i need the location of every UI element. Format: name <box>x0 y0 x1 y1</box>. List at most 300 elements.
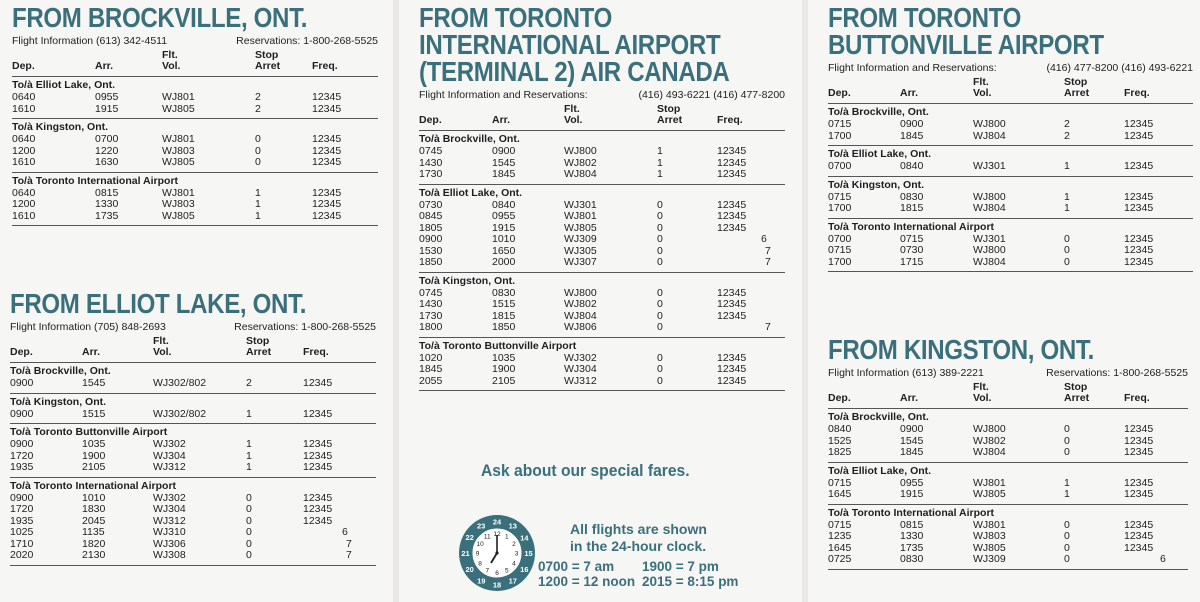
frequency: 12345 <box>1124 446 1154 458</box>
departure-time: 1430 <box>419 156 443 169</box>
flight-number: WJ312 <box>564 374 597 387</box>
arrival-time: 0815 <box>900 518 924 531</box>
clock-24h-label: 19 <box>477 576 486 586</box>
stops: 0 <box>246 503 252 515</box>
header-vol: Vol. <box>153 346 172 358</box>
flight-row <box>10 462 376 474</box>
frequency: 12345 <box>717 309 747 322</box>
frequency: 12345 <box>717 168 747 180</box>
clock-12h-label: 8 <box>478 560 482 568</box>
stops: 2 <box>255 91 261 103</box>
flight-number: WJ309 <box>564 233 597 245</box>
arrival-time: 1515 <box>492 298 516 310</box>
header-arret: Arret <box>1064 87 1090 99</box>
clock-24h-label: 21 <box>461 549 470 558</box>
departure-time: 1850 <box>419 256 443 268</box>
stops: 1 <box>255 186 261 199</box>
arrival-time: 1630 <box>95 156 119 168</box>
frequency: 12345 <box>1124 541 1154 554</box>
contact-info <box>828 62 1193 75</box>
contact-info <box>419 89 785 102</box>
stops: 0 <box>246 514 252 527</box>
flight-row <box>419 322 785 334</box>
frequency: 6 <box>761 233 767 245</box>
departure-time: 0640 <box>12 91 36 103</box>
flight-number: WJ801 <box>162 133 195 145</box>
header-freq: Freq. <box>717 114 743 126</box>
destination-group <box>828 146 1193 177</box>
brockville-schedule <box>12 4 378 226</box>
departure-time: 1610 <box>12 102 36 115</box>
flight-row <box>419 146 785 158</box>
arrival-time: 0840 <box>900 160 924 172</box>
stops: 1 <box>255 198 261 210</box>
section-title <box>10 290 325 317</box>
destination-group <box>419 185 785 273</box>
flight-number: WJ801 <box>162 91 195 103</box>
destination-label: To/à Toronto International Airport <box>12 174 179 187</box>
flight-number: WJ801 <box>162 186 195 199</box>
departure-time: 1700 <box>828 255 852 268</box>
stops: 0 <box>246 537 252 550</box>
kingston-schedule <box>828 336 1188 570</box>
header-stop: Stop <box>246 335 270 347</box>
flight-number: WJ302/802 <box>153 377 207 389</box>
arrival-time: 2000 <box>492 256 516 268</box>
arrival-time: 0840 <box>492 198 516 211</box>
arrival-time: 1815 <box>900 202 924 214</box>
frequency: 12345 <box>312 156 342 168</box>
clock-12h-label: 1 <box>504 533 509 541</box>
flight-row <box>10 550 376 562</box>
departure-time: 1730 <box>419 309 443 322</box>
arrival-time: 1650 <box>492 244 516 257</box>
departure-time: 0745 <box>419 145 443 157</box>
departure-time: 1025 <box>10 526 34 538</box>
flight-number: WJ308 <box>153 549 186 561</box>
clock-example-0700: 0700 = 7 am <box>538 559 615 574</box>
arrival-time: 0900 <box>492 145 516 157</box>
flight-info-phone: Flight Information (613) 389-2221 <box>828 367 984 379</box>
flight-number: WJ803 <box>973 530 1006 542</box>
header-freq: Freq. <box>1124 87 1150 99</box>
column-headers <box>828 75 1193 104</box>
departure-time: 0840 <box>828 423 852 435</box>
section-title <box>12 4 327 31</box>
stops: 0 <box>246 549 252 561</box>
stops: 1 <box>246 461 252 473</box>
destination-label: To/à Elliot Lake, Ont. <box>828 148 932 160</box>
stops: 1 <box>1064 202 1070 214</box>
reservations-phone: Reservations: 1-800-268-5525 <box>1046 367 1188 379</box>
departure-time: 1525 <box>828 434 852 447</box>
flight-info-phone: Flight Information and Reservations: <box>419 89 588 101</box>
departure-time: 1430 <box>419 298 443 310</box>
header-dep: Dep. <box>12 60 35 72</box>
stops: 0 <box>657 298 663 310</box>
frequency: 12345 <box>303 449 333 462</box>
stops: 0 <box>657 286 663 299</box>
reservations-phone: (416) 493-6221 (416) 477-8200 <box>638 89 785 101</box>
arrival-time: 1515 <box>82 407 106 420</box>
column-headers <box>12 48 378 77</box>
departure-time: 0700 <box>828 232 852 245</box>
arrival-time: 0830 <box>900 190 924 203</box>
frequency: 12345 <box>717 221 747 234</box>
flight-number: WJ806 <box>564 321 597 333</box>
header-freq: Freq. <box>303 346 329 358</box>
flight-number: WJ801 <box>564 210 597 222</box>
stops: 0 <box>1064 541 1070 554</box>
frequency: 12345 <box>303 461 333 473</box>
clock-24h-label: 20 <box>465 564 474 574</box>
contact-info <box>12 35 378 48</box>
arrival-time: 1915 <box>900 488 924 500</box>
frequency: 12345 <box>303 438 333 450</box>
stops: 0 <box>1064 446 1070 458</box>
destination-group <box>10 478 376 566</box>
flight-row <box>419 257 785 269</box>
stops: 0 <box>1064 518 1070 531</box>
stops: 0 <box>657 256 663 268</box>
departure-time: 1645 <box>828 488 852 500</box>
departure-time: 0900 <box>419 233 443 245</box>
clock-24h-label: 13 <box>508 521 517 531</box>
departure-time: 1720 <box>10 503 34 515</box>
header-freq: Freq. <box>1124 392 1150 404</box>
flight-row <box>828 203 1193 215</box>
destination-label: To/à Toronto International Airport <box>828 506 995 519</box>
stops: 2 <box>255 102 261 115</box>
destination-label: To/à Kingston, Ont. <box>10 395 107 408</box>
header-vol: Vol. <box>564 114 583 126</box>
departure-time: 0715 <box>828 244 852 256</box>
flight-row <box>828 424 1188 436</box>
stops: 2 <box>1064 118 1070 130</box>
clock-12h-label: 12 <box>493 531 501 538</box>
column-headers <box>419 102 785 131</box>
arrival-time: 0815 <box>95 186 119 199</box>
arrival-time: 1830 <box>82 503 106 515</box>
flight-row <box>10 504 376 516</box>
frequency: 12345 <box>717 198 747 211</box>
destination-group <box>828 177 1193 219</box>
frequency: 7 <box>346 537 352 550</box>
clock-explanation-2: in the 24-hour clock. <box>570 538 707 554</box>
arrival-time: 1845 <box>900 446 924 458</box>
flight-number: WJ805 <box>162 102 195 115</box>
reservations-phone: (416) 477-8200 (416) 493-6221 <box>1046 62 1193 74</box>
stops: 1 <box>1064 488 1070 500</box>
clock-12h-label: 4 <box>512 560 516 568</box>
header-stop: Stop <box>1064 76 1088 88</box>
flight-row <box>12 199 378 211</box>
frequency: 12345 <box>1124 476 1154 489</box>
frequency: 12345 <box>312 91 342 103</box>
flight-number: WJ800 <box>973 244 1006 256</box>
flight-number: WJ804 <box>973 446 1006 458</box>
flight-row <box>419 246 785 258</box>
departure-time: 2020 <box>10 549 34 561</box>
flight-number: WJ805 <box>162 209 195 222</box>
flight-number: WJ307 <box>564 256 597 268</box>
flight-number: WJ804 <box>564 309 597 322</box>
stops: 0 <box>657 244 663 257</box>
clock-explanation-1: All flights are shown <box>570 521 707 537</box>
frequency: 12345 <box>1124 129 1154 142</box>
flight-row <box>12 92 378 104</box>
flight-number: WJ804 <box>973 255 1006 268</box>
clock-12h-label: 2 <box>512 540 516 548</box>
frequency: 12345 <box>717 286 747 299</box>
special-fares-note: Ask about our special fares. <box>481 461 690 480</box>
destination-group <box>12 77 378 119</box>
frequency: 12345 <box>717 145 747 157</box>
flight-info-phone: Flight Information (705) 848-2693 <box>10 321 166 333</box>
header-flt: Flt. <box>973 381 989 393</box>
arrival-time: 1010 <box>82 491 106 504</box>
arrival-time: 0730 <box>900 244 924 256</box>
stops: 2 <box>246 377 252 389</box>
stops: 0 <box>657 363 663 375</box>
destination-label: To/à Toronto International Airport <box>828 220 995 233</box>
destination-label: To/à Brockville, Ont. <box>419 133 520 145</box>
arrival-time: 1915 <box>492 221 516 234</box>
clock-24h-label: 17 <box>508 576 517 586</box>
stops: 2 <box>1064 129 1070 142</box>
section-title <box>828 336 1138 363</box>
clock-example-2015: 2015 = 8:15 pm <box>642 574 739 589</box>
arrival-time: 0955 <box>492 210 516 222</box>
departure-time: 0715 <box>828 118 852 130</box>
frequency: 12345 <box>717 298 747 310</box>
stops: 1 <box>657 145 663 157</box>
destination-label: To/à Elliot Lake, Ont. <box>828 464 932 477</box>
flight-number: WJ305 <box>564 244 597 257</box>
header-arr: Arr. <box>82 346 101 358</box>
frequency: 12345 <box>312 209 342 222</box>
header-vol: Vol. <box>973 87 992 99</box>
flight-number: WJ805 <box>564 221 597 234</box>
arrival-time: 1330 <box>95 198 119 210</box>
header-vol: Vol. <box>162 60 181 72</box>
frequency: 12345 <box>1124 255 1154 268</box>
departure-time: 2055 <box>419 374 443 387</box>
stops: 1 <box>246 407 252 420</box>
stops: 0 <box>255 144 261 157</box>
clock-24h-label: 16 <box>520 564 529 574</box>
arrival-time: 1545 <box>492 156 516 169</box>
frequency: 12345 <box>312 198 342 210</box>
title-line: FROM KINGSTON, ONT. <box>828 334 1094 365</box>
flight-row <box>828 554 1188 566</box>
arrival-time: 1010 <box>492 233 516 245</box>
flight-row <box>10 527 376 539</box>
flight-number: WJ301 <box>564 198 597 211</box>
destination-group <box>828 409 1188 463</box>
frequency: 12345 <box>312 144 342 157</box>
departure-time: 0700 <box>828 160 852 172</box>
frequency: 6 <box>342 526 348 538</box>
arrival-time: 1820 <box>82 537 106 550</box>
departure-time: 0640 <box>12 133 36 145</box>
middle-panel <box>399 0 802 602</box>
header-arr: Arr. <box>900 392 919 404</box>
departure-time: 1020 <box>419 351 443 364</box>
stops: 0 <box>657 321 663 333</box>
flight-row <box>10 409 376 421</box>
flight-number: WJ804 <box>973 129 1006 142</box>
flight-row <box>419 223 785 235</box>
departure-time: 1805 <box>419 221 443 234</box>
arrival-time: 1035 <box>492 351 516 364</box>
flight-row <box>828 489 1188 501</box>
frequency: 12345 <box>312 102 342 115</box>
flight-row <box>419 234 785 246</box>
destination-group <box>828 219 1193 273</box>
flight-row <box>12 104 378 116</box>
clock-24h-label: 22 <box>465 533 474 543</box>
stops: 0 <box>657 351 663 364</box>
arrival-time: 1845 <box>492 168 516 180</box>
stops: 0 <box>255 133 261 145</box>
departure-time: 1610 <box>12 209 36 222</box>
buttonville-schedule <box>828 4 1193 272</box>
elliot-lake-schedule <box>10 290 376 566</box>
flight-number: WJ312 <box>153 514 186 527</box>
destination-group <box>419 338 785 392</box>
stops: 0 <box>657 198 663 211</box>
left-panel <box>0 0 393 602</box>
stops: 1 <box>657 168 663 180</box>
arrival-time: 0830 <box>492 286 516 299</box>
header-stop: Stop <box>657 103 681 115</box>
departure-time: 0900 <box>10 438 34 450</box>
frequency: 12345 <box>312 133 342 145</box>
flight-number: WJ306 <box>153 537 186 550</box>
flight-number: WJ304 <box>153 449 186 462</box>
destination-group <box>828 463 1188 505</box>
flight-row <box>12 157 378 169</box>
flight-row <box>10 539 376 551</box>
frequency: 7 <box>765 321 771 333</box>
arrival-time: 0830 <box>900 553 924 565</box>
frequency: 12345 <box>303 377 333 389</box>
destination-group <box>419 273 785 338</box>
stops: 1 <box>657 156 663 169</box>
column-headers <box>828 380 1188 409</box>
stops: 0 <box>246 491 252 504</box>
header-stop: Stop <box>255 49 279 61</box>
destination-group <box>828 104 1193 146</box>
flight-number: WJ805 <box>973 541 1006 554</box>
flight-row <box>10 378 376 390</box>
clock-example-1200: 1200 = 12 noon <box>538 574 636 589</box>
flight-number: WJ801 <box>973 518 1006 531</box>
header-arret: Arret <box>255 60 281 72</box>
frequency: 12345 <box>1124 434 1154 447</box>
flight-number: WJ801 <box>973 476 1006 489</box>
arrival-time: 1845 <box>900 129 924 142</box>
departure-time: 1825 <box>828 446 852 458</box>
header-arret: Arret <box>246 346 272 358</box>
header-flt: Flt. <box>162 49 178 61</box>
flight-row <box>419 299 785 311</box>
arrival-time: 0715 <box>900 232 924 245</box>
header-arret: Arret <box>657 114 683 126</box>
frequency: 12345 <box>1124 190 1154 203</box>
departure-time: 1845 <box>419 363 443 375</box>
stops: 1 <box>255 209 261 222</box>
flight-number: WJ309 <box>973 553 1006 565</box>
flight-number: WJ304 <box>564 363 597 375</box>
header-flt: Flt. <box>564 103 580 115</box>
stops: 0 <box>1064 423 1070 435</box>
flight-number: WJ302 <box>153 438 186 450</box>
destination-group <box>10 394 376 425</box>
flight-row <box>828 161 1193 173</box>
contact-info <box>10 321 376 334</box>
clock-12h-label: 7 <box>485 567 490 575</box>
arrival-time: 1735 <box>95 209 119 222</box>
frequency: 12345 <box>1124 118 1154 130</box>
stops: 0 <box>657 221 663 234</box>
departure-time: 0715 <box>828 190 852 203</box>
stops: 0 <box>1064 232 1070 245</box>
departure-time: 0900 <box>10 377 34 389</box>
destination-group <box>10 424 376 478</box>
flight-row <box>828 119 1193 131</box>
flight-number: WJ800 <box>564 286 597 299</box>
arrival-time: 1330 <box>900 530 924 542</box>
flight-number: WJ804 <box>973 202 1006 214</box>
destination-label: To/à Toronto Buttonville Airport <box>419 339 577 352</box>
stops: 1 <box>246 438 252 450</box>
clock-12h-label: 3 <box>514 550 519 558</box>
arrival-time: 1850 <box>492 321 516 333</box>
stops: 0 <box>1064 244 1070 256</box>
stops: 0 <box>255 156 261 168</box>
stops: 0 <box>246 526 252 538</box>
departure-time: 0730 <box>419 198 443 211</box>
flight-row <box>828 543 1188 555</box>
destination-label: To/à Kingston, Ont. <box>828 178 925 191</box>
flight-row <box>10 439 376 451</box>
destination-group <box>10 363 376 394</box>
flight-row <box>419 169 785 181</box>
frequency: 12345 <box>303 407 333 420</box>
clock-12h-label: 5 <box>504 567 509 575</box>
flight-row <box>12 134 378 146</box>
arrival-time: 2105 <box>492 374 516 387</box>
flight-number: WJ302/802 <box>153 407 207 420</box>
arrival-time: 1545 <box>900 434 924 447</box>
header-stop: Stop <box>1064 381 1088 393</box>
frequency: 12345 <box>717 363 747 375</box>
departure-time: 1610 <box>12 156 36 168</box>
clock-24h-label: 15 <box>524 549 533 558</box>
destination-group <box>12 119 378 173</box>
stops: 0 <box>657 309 663 322</box>
flight-number: WJ805 <box>162 156 195 168</box>
arrival-time: 1915 <box>95 102 119 115</box>
arrival-time: 0900 <box>900 118 924 130</box>
clock-12h-label: 9 <box>475 550 480 558</box>
frequency: 7 <box>765 244 771 257</box>
header-vol: Vol. <box>973 392 992 404</box>
destination-label: To/à Elliot Lake, Ont. <box>12 79 116 91</box>
stops: 1 <box>1064 160 1070 172</box>
